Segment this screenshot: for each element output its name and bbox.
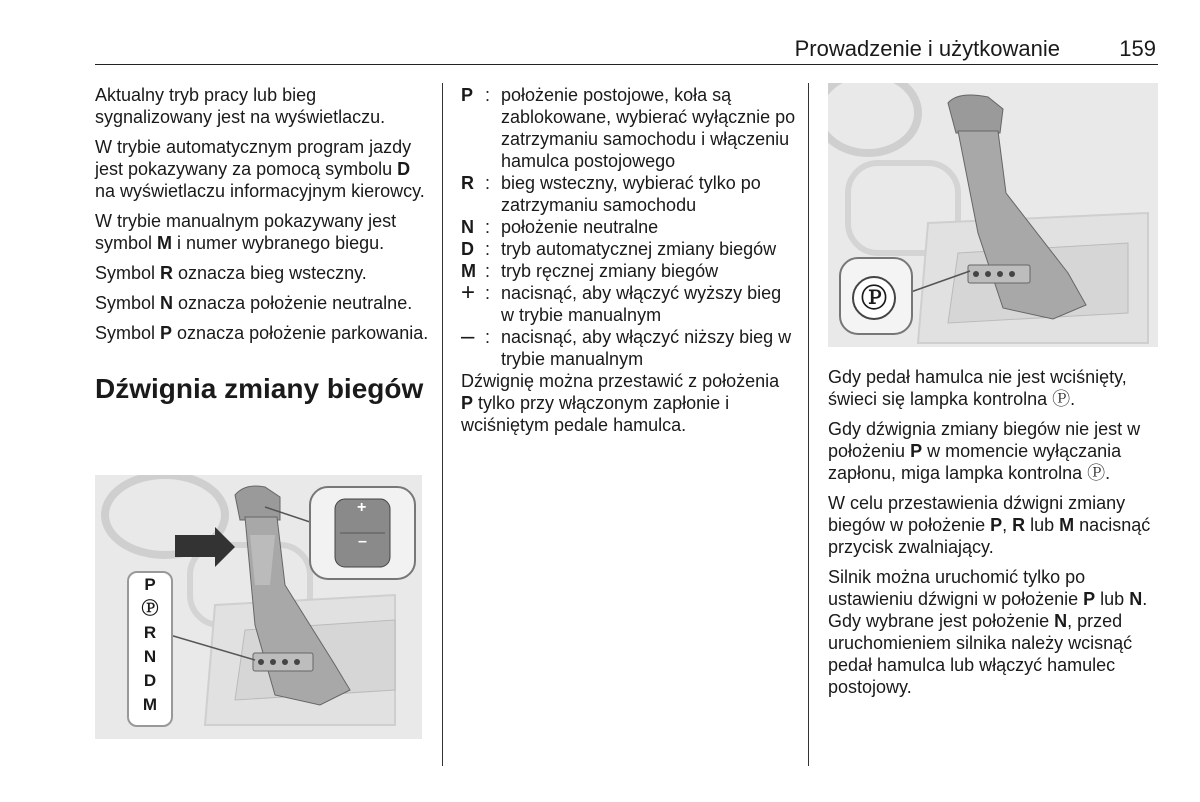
- column-divider-2: [808, 83, 809, 766]
- list-key: D: [461, 239, 474, 259]
- upshift-symbol: +: [357, 499, 367, 516]
- list-separator: :: [485, 239, 491, 259]
- column-2: [461, 84, 796, 444]
- gear-label-n: N: [143, 647, 157, 666]
- gear-position-indicator: [968, 265, 1030, 283]
- minus-icon: –: [461, 323, 475, 350]
- gear-position-indicator: [253, 653, 313, 671]
- paragraph: Dźwignię można przestawić z położenia P tylko przy włączonym zapłonie i wciśniętym pedale hamulca.: [461, 371, 780, 435]
- paragraph: W trybie manualnym pokazywany jest symbol M i numer wybranego biegu.: [95, 211, 397, 253]
- page-number: 159: [1119, 36, 1156, 61]
- running-header-title: Prowadzenie i użytkowanie: [794, 36, 1060, 61]
- column-3: [828, 366, 1158, 706]
- list-key: N: [461, 217, 474, 237]
- brake-lamp-illustration: [828, 83, 1158, 347]
- list-separator: :: [485, 85, 491, 105]
- gear-position-legend: [127, 571, 173, 727]
- list-text: nacisnąć, aby włączyć niższy bieg w trybie manualnym: [501, 327, 792, 369]
- list-text: tryb ręcznej zmiany biegów: [501, 261, 719, 281]
- list-text: tryb automatycznej zmiany biegów: [501, 239, 777, 259]
- list-separator: :: [485, 217, 491, 237]
- paragraph: Symbol P oznacza położenie parkowania.: [95, 323, 429, 343]
- plus-icon: +: [461, 279, 476, 306]
- section-heading: Dźwignia zmiany biegów: [95, 373, 424, 404]
- brake-warning-lamp-icon: Ⓟ: [852, 276, 896, 320]
- paragraph: Symbol N oznacza położenie neutralne.: [95, 293, 413, 313]
- list-separator: :: [485, 261, 491, 281]
- gear-label-r: R: [143, 623, 157, 642]
- header-rule: [95, 64, 1158, 65]
- paragraph: Silnik można uruchomić tylko po ustawieniu dźwigni w położenie P lub N. Gdy wybrane jest położenie N, przed uruchomieniem silnika należy wcisnąć pedał hamulca lub włączyć hamulec postojowy.: [828, 567, 1148, 697]
- paragraph: W celu przestawienia dźwigni zmiany biegów w położenie P, R lub M nacisnąć przycisk zwalniający.: [828, 493, 1151, 557]
- list-text: nacisnąć, aby włączyć wyższy bieg w trybie manualnym: [501, 283, 782, 325]
- paragraph: W trybie automatycznym program jazdy jest pokazywany za pomocą symbolu D na wyświetlaczu informacyjnym kierowcy.: [95, 137, 425, 201]
- list-text: położenie neutralne: [501, 217, 659, 237]
- paragraph: Symbol R oznacza bieg wsteczny.: [95, 263, 367, 283]
- gear-lever-illustration: [95, 475, 422, 739]
- list-separator: :: [485, 283, 491, 303]
- list-key: M: [461, 261, 476, 281]
- list-key: R: [461, 173, 474, 193]
- list-separator: :: [485, 327, 491, 347]
- paragraph: Gdy pedał hamulca nie jest wciśnięty, świeci się lampka kontrolna Ⓟ.: [828, 367, 1127, 409]
- downshift-symbol: –: [358, 533, 367, 550]
- list-key: P: [461, 85, 474, 105]
- paragraph: Gdy dźwignia zmiany biegów nie jest w położeniu P w momencie wyłączania zapłonu, miga lampka kontrolna Ⓟ.: [828, 419, 1141, 483]
- gear-label-d: D: [143, 671, 157, 690]
- gear-label-m: M: [142, 695, 158, 714]
- gear-label-p: P: [144, 575, 156, 594]
- list-text: położenie postojowe, koła są zablokowane, wybierać wyłącznie po zatrzymaniu samochodu i włączeniu hamulca postojowego: [501, 85, 796, 171]
- list-text: bieg wsteczny, wybierać tylko po zatrzymaniu samochodu: [501, 173, 761, 215]
- gear-position-list: [461, 84, 796, 370]
- paragraph: Aktualny tryb pracy lub bieg sygnalizowany jest na wyświetlaczu.: [95, 85, 386, 127]
- list-separator: :: [485, 173, 491, 193]
- brake-lamp-icon: Ⓟ: [141, 599, 159, 618]
- column-divider-1: [442, 83, 443, 766]
- column-1: [95, 84, 430, 406]
